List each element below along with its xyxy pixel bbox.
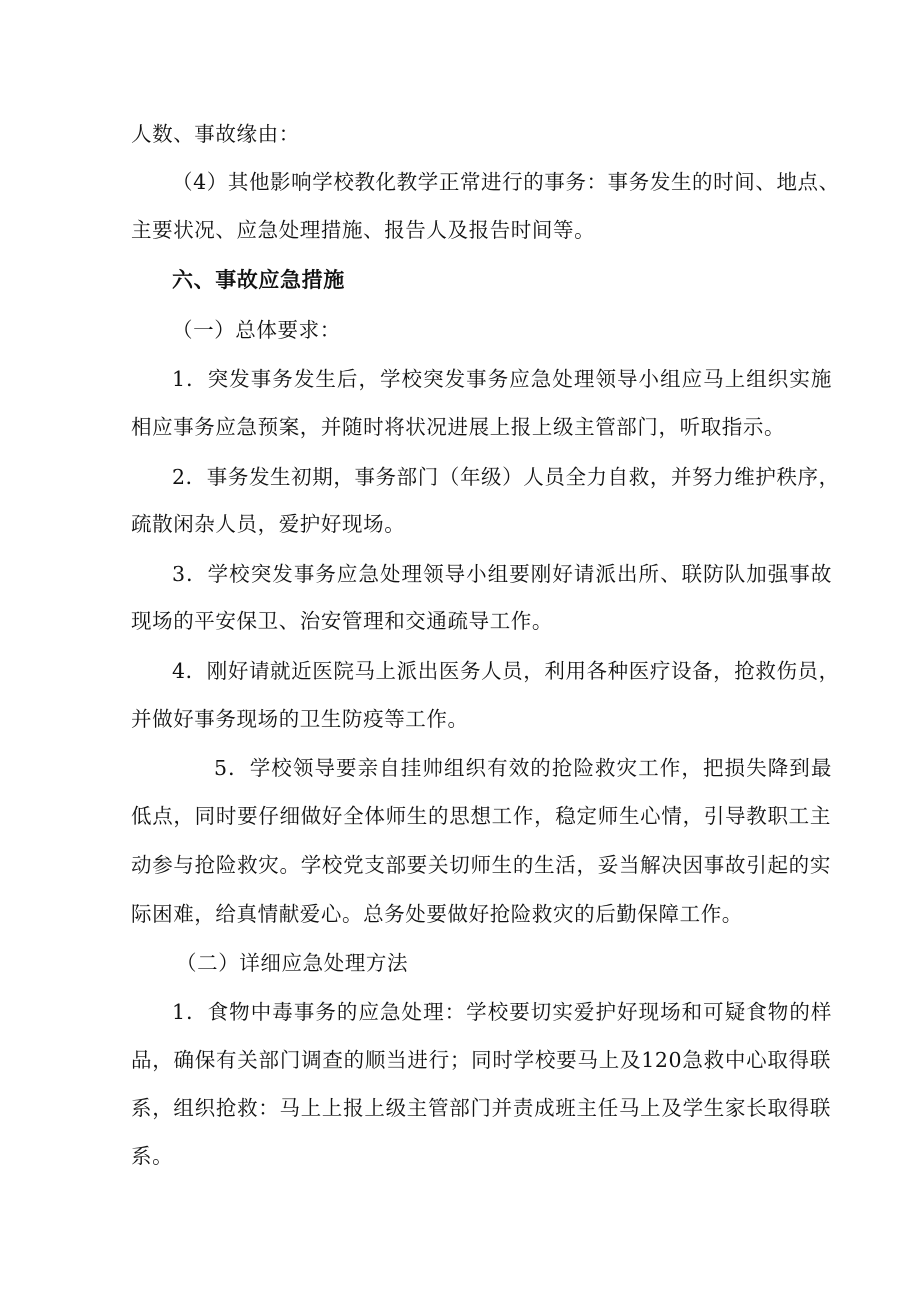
section-heading: 六、事故应急措施 bbox=[172, 268, 345, 292]
text-line: 1．食物中毒事务的应急处理：学校要切实爱护好现场和可疑食物的样 bbox=[172, 1000, 832, 1024]
text-line: 低点，同时要仔细做好全体师生的思想工作，稳定师生心情，引导教职工主 bbox=[131, 804, 831, 828]
text-line: 现场的平安保卫、治安管理和交通疏导工作。 bbox=[131, 609, 553, 633]
text-line: 主要状况、应急处理措施、报告人及报告时间等。 bbox=[131, 218, 596, 242]
text-line: 2．事务发生初期，事务部门（年级）人员全力自救，并努力维护秩序， bbox=[172, 465, 840, 489]
text-line: 3．学校突发事务应急处理领导小组要刚好请派出所、联防队加强事故 bbox=[172, 562, 832, 586]
text-line: 5．学校领导要亲自挂帅组织有效的抢险救灾工作，把损失降到最 bbox=[214, 756, 832, 780]
text-line: 1．突发事务发生后，学校突发事务应急处理领导小组应马上组织实施 bbox=[172, 367, 832, 391]
text-line: 相应事务应急预案，并随时将状况进展上报上级主管部门，听取指示。 bbox=[131, 415, 786, 439]
text-line: 系。 bbox=[131, 1144, 174, 1168]
text-line: 并做好事务现场的卫生防疫等工作。 bbox=[131, 707, 469, 731]
text-line: 际困难，给真情献爱心。总务处要做好抢险救灾的后勤保障工作。 bbox=[131, 902, 743, 926]
text-line: 品，确保有关部门调查的顺当进行；同时学校要马上及120急救中心取得联 bbox=[131, 1048, 831, 1072]
text-line: 系，组织抢救：马上上报上级主管部门并责成班主任马上及学生家长取得联 bbox=[131, 1096, 831, 1120]
text-line: 疏散闲杂人员，爱护好现场。 bbox=[131, 512, 406, 536]
subsection-heading: （二）详细应急处理方法 bbox=[176, 951, 409, 975]
text-line: 4．刚好请就近医院马上派出医务人员，利用各种医疗设备，抢救伤员， bbox=[172, 659, 840, 683]
subsection-heading: （一）总体要求： bbox=[172, 318, 341, 342]
text-line: 动参与抢险救灾。学校党支部要关切师生的生活，妥当解决因事故引起的实 bbox=[131, 853, 831, 877]
text-line: 人数、事故缘由： bbox=[131, 122, 300, 146]
text-line: （4）其他影响学校教化教学正常进行的事务：事务发生的时间、地点、 bbox=[172, 170, 840, 194]
